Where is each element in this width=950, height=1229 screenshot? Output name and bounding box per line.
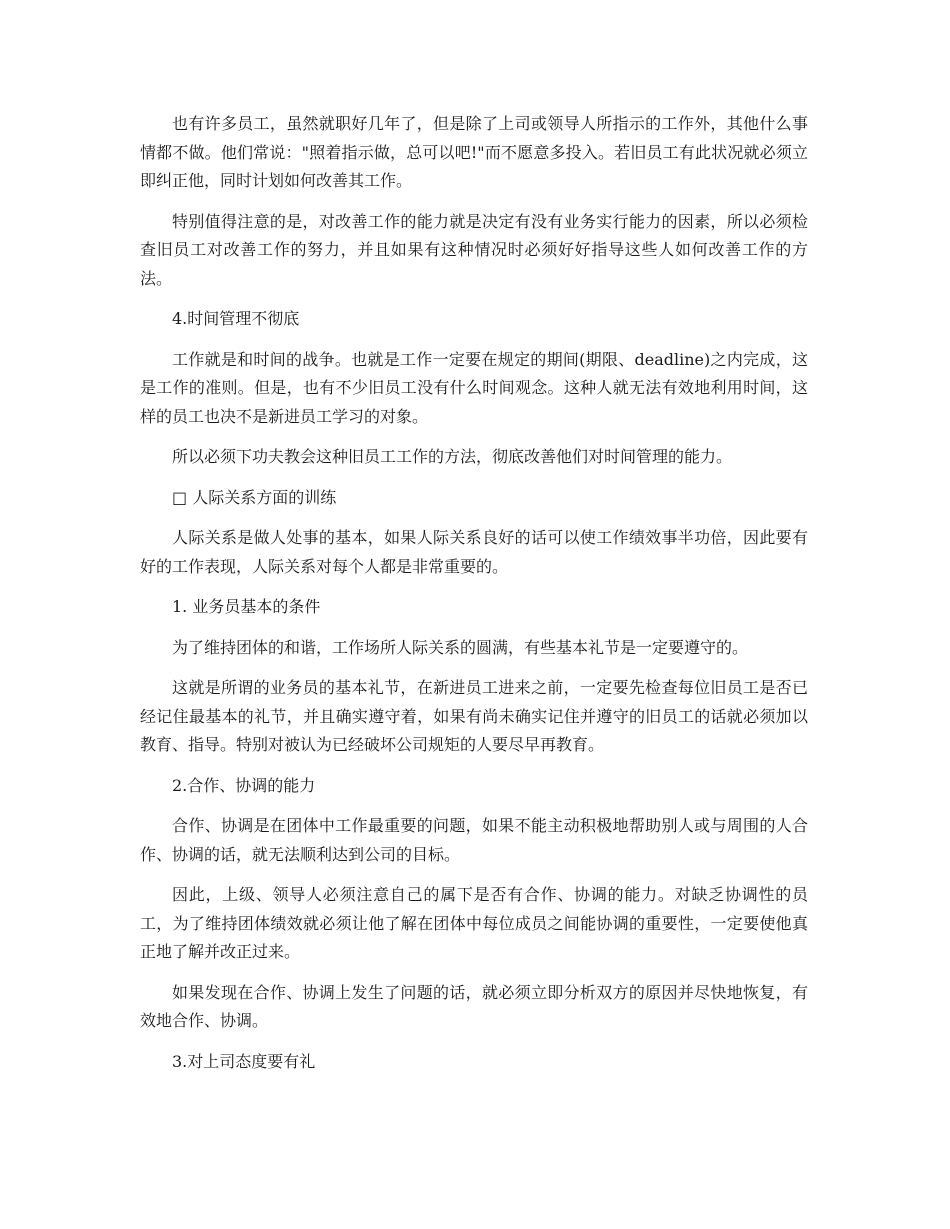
section-heading: 4.时间管理不彻底 <box>172 309 300 328</box>
section-heading: 3.对上司态度要有礼 <box>172 1051 316 1071</box>
section-heading: 2.合作、协调的能力 <box>172 775 316 795</box>
paragraph: 合作、协调是在团体中工作最重要的问题，如果不能主动积极地帮助别人或与周围的人合作、协调的话，就无法顺利达到公司的目标。 <box>140 816 808 864</box>
paragraph: 为了维持团体的和谐，工作场所人际关系的圆满，有些基本礼节是一定要遵守的。 <box>172 637 749 657</box>
paragraph: 因此，上级、领导人必须注意自己的属下是否有合作、协调的能力。对缺乏协调性的员工，为了维持团体绩效就必须让他了解在团体中每位成员之间能协调的重要性，一定要使他真正地了解并改正过来。 <box>140 885 808 961</box>
document-body <box>140 110 808 1088</box>
paragraph: 特别值得注意的是，对改善工作的能力就是决定有没有业务实行能力的因素，所以必须检查旧员工对改善工作的努力，并且如果有这种情况时必须好好指导这些人如何改善工作的方法。 <box>140 211 808 288</box>
section-heading: □ 人际关系方面的训练 <box>172 487 337 507</box>
paragraph: 如果发现在合作、协调上发生了问题的话，就必须立即分析双方的原因并尽快地恢复，有效地合作、协调。 <box>140 982 808 1030</box>
paragraph: 这就是所谓的业务员的基本礼节，在新进员工进来之前，一定要先检查每位旧员工是否已经记住最基本的礼节，并且确实遵守着，如果有尚未确实记住并遵守的旧员工的话就必须加以教育、指导。特别对被认为已经破坏公司规矩的人要尽早再教育。 <box>140 678 808 754</box>
paragraph: 也有许多员工，虽然就职好几年了，但是除了上司或领导人所指示的工作外，其他什么事情都不做。他们常说："照着指示做，总可以吧!"而不愿意多投入。若旧员工有此状况就必须立即纠正他，同时计划如何改善其工作。 <box>140 114 808 190</box>
paragraph: 所以必须下功夫教会这种旧员工工作的方法，彻底改善他们对时间管理的能力。 <box>172 447 733 466</box>
paragraph: 工作就是和时间的战争。也就是工作一定要在规定的期间(期限、deadline)之内完成，这是工作的准则。但是，也有不少旧员工没有什么时间观念。这种人就无法有效地利用时间，这样的员工也决不是新进员工学习的对象。 <box>140 349 808 426</box>
paragraph: 人际关系是做人处事的基本，如果人际关系良好的话可以使工作绩效事半功倍，因此要有好的工作表现，人际关系对每个人都是非常重要的。 <box>140 528 808 576</box>
section-heading: 1. 业务员基本的条件 <box>172 597 321 616</box>
